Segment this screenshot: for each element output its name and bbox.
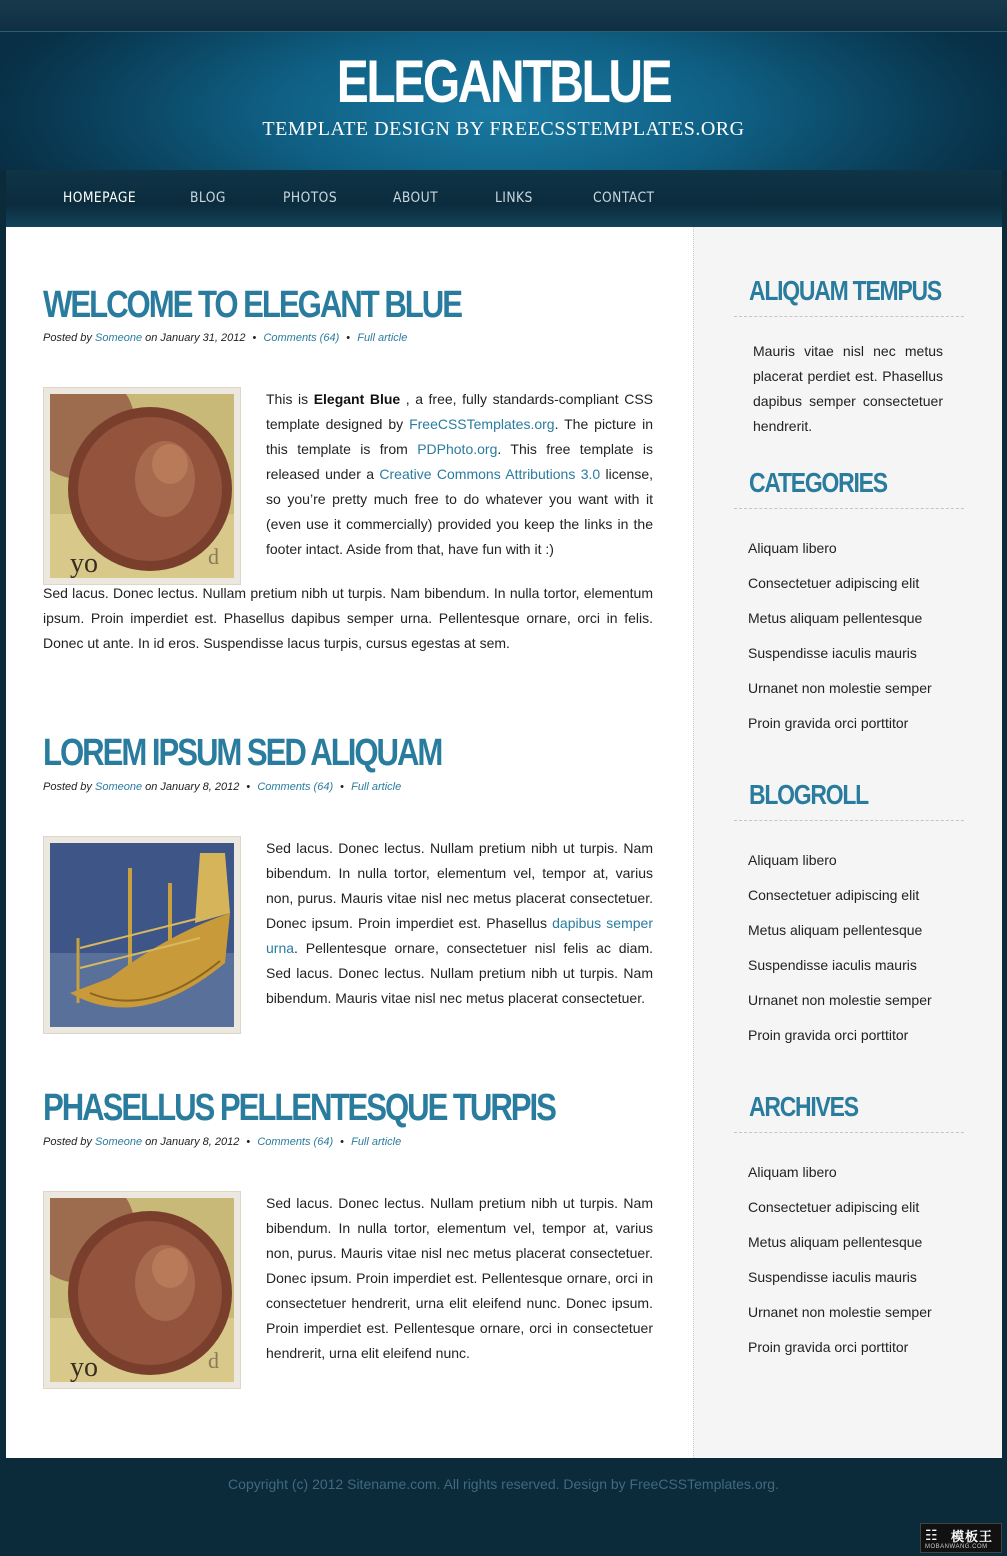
meta-posted-by: Posted by	[43, 332, 92, 344]
svg-text:d: d	[208, 544, 219, 569]
list-item[interactable]: Urnanet non molestie semper	[748, 992, 932, 1008]
badge-subtext: MOBANWANG.COM	[925, 1544, 988, 1550]
blogroll-list	[748, 852, 932, 1062]
text-span: . Pellentesque ornare, consectetuer nisl felis ac diam. Sed lacus. Donec lectus. Nullam pretium nibh ut turpis. Nam bibendum. Mauris vitae nisl nec metus placerat consectetuer.	[266, 940, 653, 1006]
post-thumbnail[interactable]	[43, 836, 241, 1034]
archives-list	[748, 1164, 932, 1374]
nav-item-about[interactable]: ABOUT	[393, 190, 439, 206]
svg-text:yo: yo	[70, 1352, 98, 1382]
list-item[interactable]: Consectetuer adipiscing elit	[748, 1199, 920, 1215]
sidebar-title-archives: ARCHIVES	[749, 1091, 858, 1122]
list-item[interactable]: Aliquam libero	[748, 1164, 837, 1180]
svg-text:yo: yo	[70, 548, 98, 578]
post-paragraph: Sed lacus. Donec lectus. Nullam pretium nibh ut turpis. Nam bibendum. In nulla tortor, elementum ipsum. Proin imperdiet est. Phasellus dapibus semper urna. Pellentesque ornare, orci in felis. Donec ut ante. In id eros. Suspendisse lacus turpis, cursus egestas at sem.	[43, 585, 653, 651]
post-date: on January 8, 2012	[145, 1136, 240, 1148]
footer-copyright: Copyright (c) 2012 Sitename.com. All rights reserved. Design by FreeCSSTemplates.org.	[228, 1476, 779, 1492]
watermark-badge	[920, 1523, 1002, 1553]
text-span: license, so you’re pretty much free to do whatever you want with it (even use it commercially) provided you keep the links in the footer intact. Aside from that, have fun with it :)	[266, 466, 653, 557]
site-subtitle: TEMPLATE DESIGN BY FREECSSTEMPLATES.ORG	[262, 118, 745, 140]
divider	[734, 1132, 964, 1133]
list-item[interactable]: Proin gravida orci porttitor	[748, 715, 909, 731]
nav-item-blog[interactable]: BLOG	[190, 190, 226, 206]
divider	[734, 820, 964, 821]
post-meta	[43, 332, 407, 344]
top-bar	[0, 0, 1007, 32]
nav-item-homepage[interactable]: HOMEPAGE	[63, 190, 137, 206]
site-title[interactable]: ELEGANTBLUE	[336, 48, 671, 115]
site-header	[0, 32, 1007, 170]
dapibus-link[interactable]: dapibus semper urna	[266, 915, 653, 956]
post-date: on January 8, 2012	[145, 781, 240, 793]
full-article-link[interactable]: Full article	[357, 332, 408, 344]
list-item[interactable]: Aliquam libero	[748, 852, 837, 868]
post-body	[266, 836, 653, 1011]
post-body: Sed lacus. Donec lectus. Nullam pretium nibh ut turpis. Nam bibendum. In nulla tortor, elementum vel, tempor at, varius non, purus. Mauris vitae nisl nec metus placerat consectetuer. Donec ipsum. Proin imperdiet est. Pellentesque ornare, orci in consectetuer hendrerit, urna elit eleifend nunc. Donec ipsum. Proin imperdiet est. Pellentesque ornare, orci in consectetuer hendrerit, urna elit eleifend nunc.	[266, 1195, 653, 1361]
post-body	[266, 387, 653, 562]
list-item[interactable]: Proin gravida orci porttitor	[748, 1339, 909, 1355]
author-link[interactable]: Someone	[94, 1136, 143, 1148]
text-span: . This free template is released under a	[266, 441, 653, 482]
sidebar	[693, 227, 1002, 1458]
post-meta	[43, 1136, 401, 1148]
list-item[interactable]: Suspendisse iaculis mauris	[748, 645, 917, 661]
sidebar-title-categories: CATEGORIES	[749, 467, 887, 498]
author-link[interactable]: Someone	[94, 332, 143, 344]
nav-item-photos[interactable]: PHOTOS	[283, 190, 338, 206]
meta-bullet: •	[252, 332, 257, 344]
text-span: , a free, fully standards-compliant CSS template designed by	[266, 391, 653, 432]
svg-text:d: d	[208, 1348, 219, 1373]
list-item[interactable]: Consectetuer adipiscing elit	[748, 887, 920, 903]
meta-posted-by: Posted by	[43, 781, 92, 793]
post-meta	[43, 781, 401, 793]
post-title[interactable]: WELCOME TO ELEGANT BLUE	[43, 284, 461, 326]
text-bold: Elegant Blue	[313, 391, 401, 407]
license-link[interactable]: Creative Commons Attributions 3.0	[379, 466, 601, 482]
list-item[interactable]: Suspendisse iaculis mauris	[748, 957, 917, 973]
badge-text: 模板王	[951, 1529, 994, 1544]
meta-bullet: •	[246, 781, 251, 793]
divider	[734, 508, 964, 509]
main-nav	[6, 170, 1002, 227]
nav-item-contact[interactable]: CONTACT	[593, 190, 655, 206]
meta-bullet: •	[340, 1136, 345, 1148]
list-item[interactable]: Metus aliquam pellentesque	[748, 922, 923, 938]
post-thumbnail[interactable]	[43, 387, 241, 585]
comments-link[interactable]: Comments (64)	[257, 1136, 334, 1148]
meta-bullet: •	[340, 781, 345, 793]
comments-link[interactable]: Comments (64)	[263, 332, 340, 344]
page-content	[6, 227, 1002, 1458]
ship-photo	[50, 843, 234, 1027]
text-span: . The picture in this template is from	[266, 416, 653, 457]
stack-icon: ☷	[925, 1527, 938, 1543]
sidebar-title-blogroll: BLOGROLL	[749, 779, 868, 810]
text-span: Sed lacus. Donec lectus. Nullam pretium nibh ut turpis. Nam bibendum. In nulla tortor, elementum vel, tempor at, varius non, purus. Mauris vitae nisl nec metus placerat consectetuer. Donec ipsum. Proin imperdiet est. Phasellus	[266, 840, 653, 931]
divider	[734, 316, 964, 317]
post-title[interactable]: LOREM IPSUM SED ALIQUAM	[43, 732, 442, 774]
freecsstemplates-link[interactable]: FreeCSSTemplates.org	[409, 416, 555, 432]
list-item[interactable]: Metus aliquam pellentesque	[748, 1234, 923, 1250]
full-article-link[interactable]: Full article	[351, 781, 402, 793]
list-item[interactable]: Aliquam libero	[748, 540, 837, 556]
post-date: on January 31, 2012	[145, 332, 246, 344]
list-item[interactable]: Consectetuer adipiscing elit	[748, 575, 920, 591]
list-item[interactable]: Suspendisse iaculis mauris	[748, 1269, 917, 1285]
sidebar-title-aliquam: ALIQUAM TEMPUS	[749, 275, 941, 306]
categories-list	[748, 540, 932, 750]
full-article-link[interactable]: Full article	[351, 1136, 402, 1148]
pdphoto-link[interactable]: PDPhoto.org	[417, 441, 498, 457]
text-span: This is	[266, 391, 314, 407]
comments-link[interactable]: Comments (64)	[257, 781, 334, 793]
meta-bullet: •	[246, 1136, 251, 1148]
post-thumbnail[interactable]	[43, 1191, 241, 1389]
meta-bullet: •	[346, 332, 351, 344]
nav-item-links[interactable]: LINKS	[495, 190, 533, 206]
list-item[interactable]: Proin gravida orci porttitor	[748, 1027, 909, 1043]
penny-photo	[50, 394, 234, 578]
list-item[interactable]: Metus aliquam pellentesque	[748, 610, 923, 626]
sidebar-aliquam-text: Mauris vitae nisl nec metus placerat perdiet est. Phasellus dapibus semper consectetuer hendrerit.	[753, 343, 943, 434]
author-link[interactable]: Someone	[94, 781, 143, 793]
penny-photo	[50, 1198, 234, 1382]
list-item[interactable]: Urnanet non molestie semper	[748, 680, 932, 696]
meta-posted-by: Posted by	[43, 1136, 92, 1148]
post-title[interactable]: PHASELLUS PELLENTESQUE TURPIS	[43, 1087, 555, 1129]
list-item[interactable]: Urnanet non molestie semper	[748, 1304, 932, 1320]
site-footer	[0, 1458, 1007, 1556]
